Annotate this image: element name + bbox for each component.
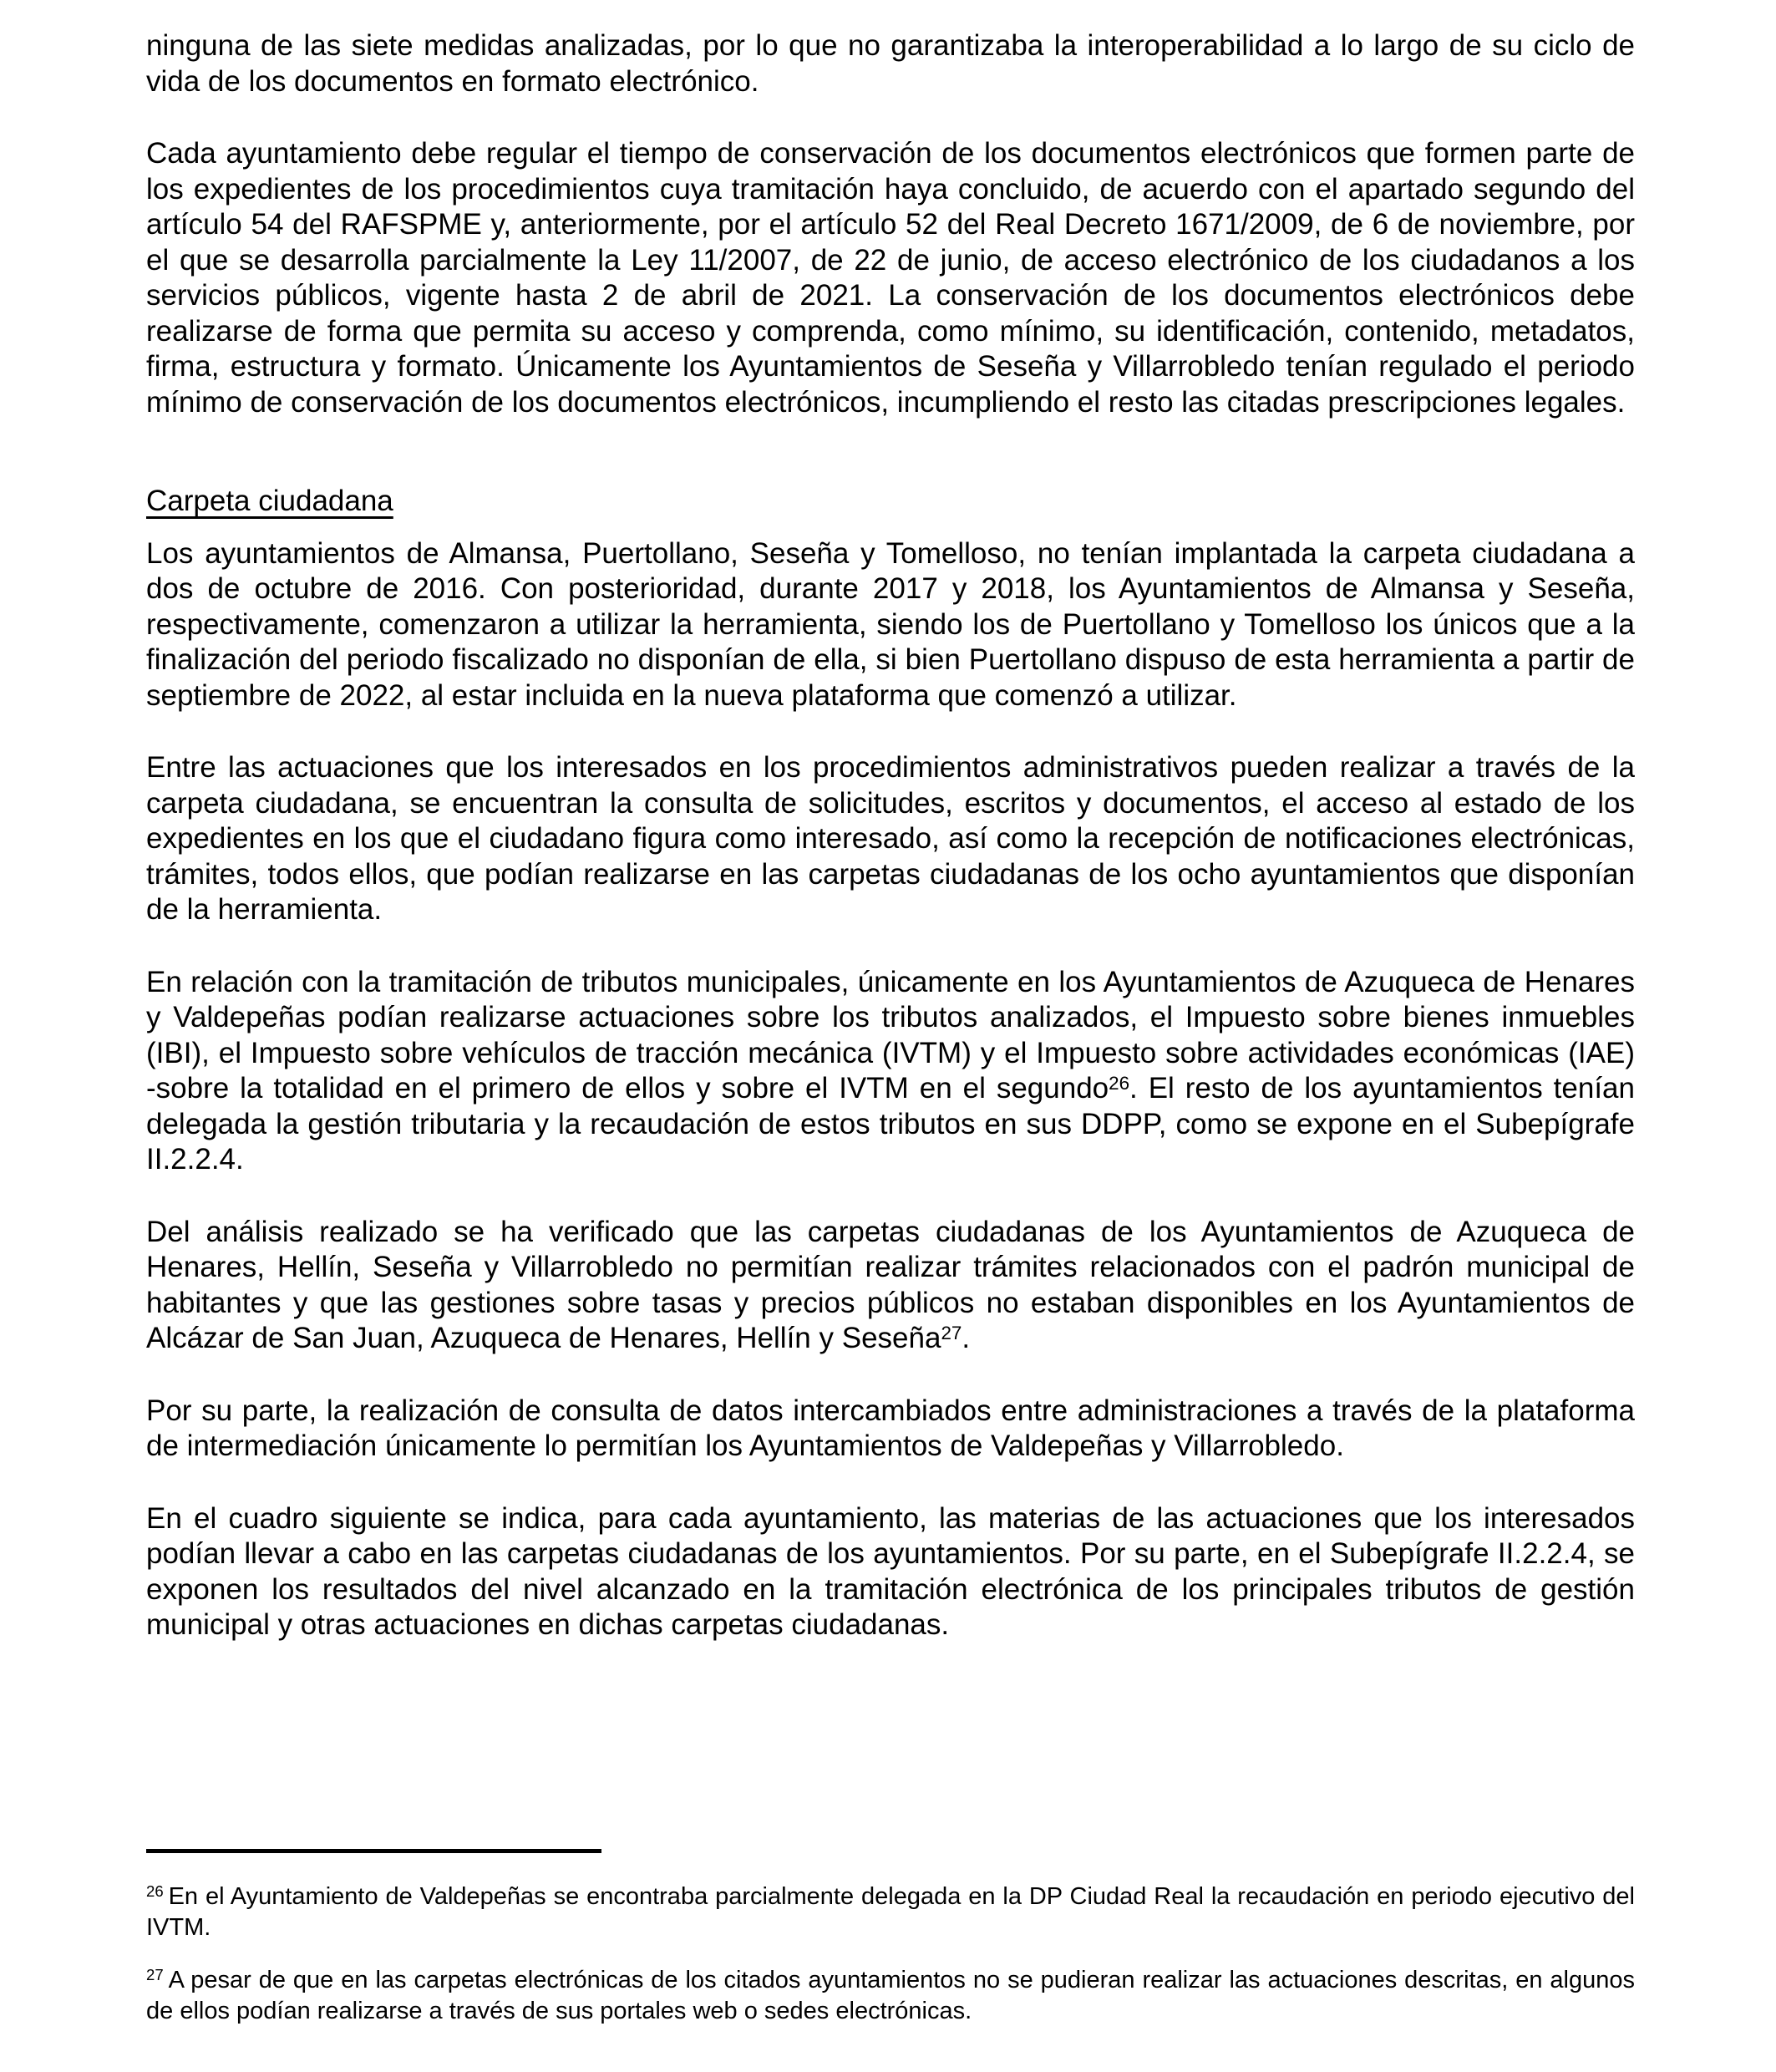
footnote-26-text: En el Ayuntamiento de Valdepeñas se encontraba parcialmente delegada en la DP Ciudad Real la recaudación en periodo ejecutivo del IVTM. [146,1882,1635,1941]
paragraph-intro-1: ninguna de las siete medidas analizadas, por lo que no garantizaba la interoperabilidad a lo largo de su ciclo de vida de los documentos en formato electrónico. [146,29,1635,98]
paragraph-tributos-municipales [146,965,1635,1178]
paragraph-plataforma-intermediacion: Por su parte, la realización de consulta de datos intercambiados entre administraciones a través de la plataforma de intermediación únicamente lo permitían los Ayuntamientos de Valdepeñas y Villarrobledo. [146,1394,1635,1462]
paragraph-text: . [962,1322,971,1354]
paragraph-actuaciones-interesados: Entre las actuaciones que los interesados en los procedimientos administrativos pueden realizar a través de la carpeta ciudadana, se encuentran la consulta de solicitudes, escritos y documentos, el acceso al estado de los expedientes en los que el ciudadano figura como interesado, así como la recepción de notificaciones electrónicas, trámites, todos ellos, que podían realizarse en las carpetas ciudadanas de los ocho ayuntamientos que disponían de la herramienta. [146,751,1635,926]
paragraph-text: . El resto de los ayuntamientos tenían delegada la gestión tributaria y la recaudación de estos tributos en sus DDPP, como se expone en el Subepígrafe II.2.2.4. [146,1072,1635,1176]
section-heading-carpeta-ciudadana: Carpeta ciudadana [146,485,393,517]
footnote-27 [146,1965,1635,2027]
paragraph-analisis-carpetas [146,1215,1635,1357]
paragraph-text: Del análisis realizado se ha verificado que las carpetas ciudadanas de los Ayuntamientos de Azuqueca de Henares, Hellín, Seseña y Villarrobledo no permitían realizar trámites relacionados con el padrón municipal de habitantes y que las gestiones sobre tasas y precios públicos no estaban disponibles en los Ayuntamientos de Alcázar de San Juan, Azuqueca de Henares, Hellín y Seseña [146,1215,1635,1354]
footnote-26-marker: 26 [146,1882,164,1901]
footnote-separator-rule [146,1849,601,1853]
footnote-27-text: A pesar de que en las carpetas electrónicas de los citados ayuntamientos no se pudieran realizar las actuaciones descritas, en algunos de ellos podían realizarse a través de sus portales web o sedes electrónicas. [146,1966,1635,2024]
footnote-27-marker: 27 [146,1966,164,1984]
footnote-26 [146,1882,1635,1943]
footnote-reference-27: 27 [941,1322,962,1343]
paragraph-text: En relación con la tramitación de tributos municipales, únicamente en los Ayuntamientos de Azuqueca de Henares y Valdepeñas podían realizarse actuaciones sobre los tributos analizados, el Impuesto sobre bienes inmuebles (IBI), el Impuesto sobre vehículos de tracción mecánica (IVTM) y el Impuesto sobre actividades económicas (IAE) -sobre la totalidad en el primero de ellos y sobre el IVTM en el segundo [146,965,1635,1105]
paragraph-carpeta-implantacion: Los ayuntamientos de Almansa, Puertollano, Seseña y Tomelloso, no tenían implantada la carpeta ciudadana a dos de octubre de 2016. Con posterioridad, durante 2017 y 2018, los Ayuntamientos de Almansa y Seseña, respectivamente, comenzaron a utilizar la herramienta, siendo los de Puertollano y Tomelloso los únicos que a la finalización del periodo fiscalizado no disponían de ella, si bien Puertollano dispuso de esta herramienta a partir de septiembre de 2022, al estar incluida en la nueva plataforma que comenzó a utilizar. [146,536,1635,712]
paragraph-cuadro-siguiente: En el cuadro siguiente se indica, para cada ayuntamiento, las materias de las actuaciones que los interesados podían llevar a cabo en las carpetas ciudadanas de los ayuntamientos. Por su parte, en el Subepígrafe II.2.2.4, se exponen los resultados del nivel alcanzado en la tramitación electrónica de los principales tributos de gestión municipal y otras actuaciones en dichas carpetas ciudadanas. [146,1501,1635,1641]
paragraph-intro-2: Cada ayuntamiento debe regular el tiempo de conservación de los documentos electrónicos que formen parte de los expedientes de los procedimientos cuya tramitación haya concluido, de acuerdo con el apartado segundo del artículo 54 del RAFSPME y, anteriormente, por el artículo 52 del Real Decreto 1671/2009, de 6 de noviembre, por el que se desarrolla parcialmente la Ley 11/2007, de 22 de junio, de acceso electrónico de los ciudadanos a los servicios públicos, vigente hasta 2 de abril de 2021. La conservación de los documentos electrónicos debe realizarse de forma que permita su acceso y comprenda, como mínimo, su identificación, contenido, metadatos, firma, estructura y formato. Únicamente los Ayuntamientos de Seseña y Villarrobledo tenían regulado el periodo mínimo de conservación de los documentos electrónicos, incumpliendo el resto las citadas prescripciones legales. [146,137,1635,419]
footnote-reference-26: 26 [1109,1072,1130,1094]
